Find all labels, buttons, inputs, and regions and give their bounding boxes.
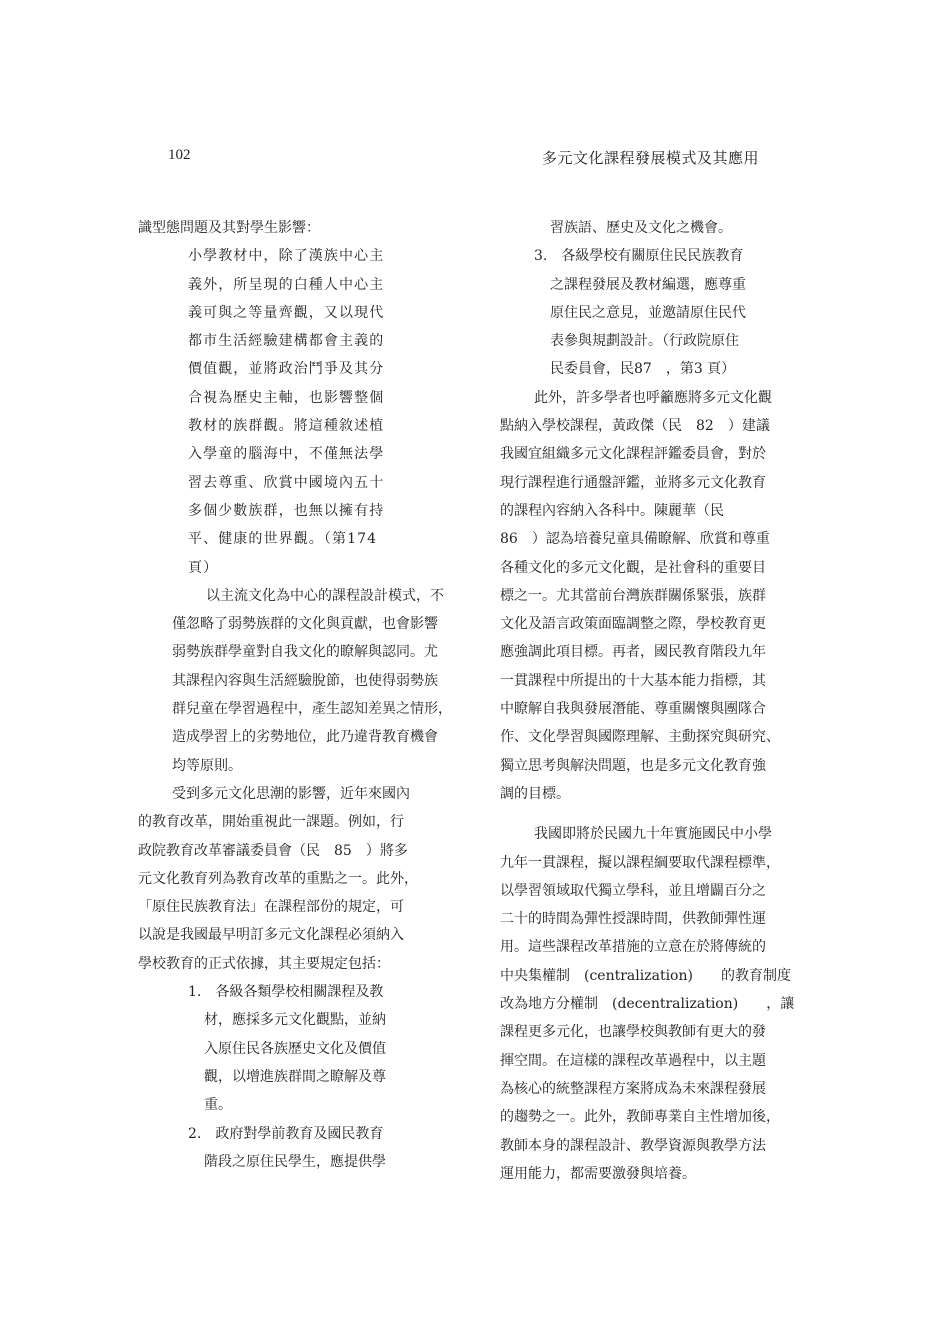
intro-line — [138, 214, 464, 242]
text-line: 重。 — [204, 1097, 232, 1114]
left-column — [138, 214, 464, 1176]
text-line: 1. 各級各類學校相關課程及教 — [188, 984, 384, 1001]
text-line: 3. 各級學校有關原住民民族教育 — [534, 248, 744, 265]
text-line: 一貫課程中所提出的十大基本能力指標，其 — [500, 672, 766, 689]
text-line: 之課程發展及教材編選，應尊重 — [550, 276, 746, 293]
right-column — [500, 214, 818, 1188]
paragraph — [500, 384, 818, 808]
text-line: 調的目標。 — [500, 785, 570, 802]
text-line: 原住民之意見，並邀請原住民代 — [550, 304, 746, 321]
text-line: 以主流文化為中心的課程設計模式，不 — [206, 587, 444, 604]
text-line: 多個少數族群，也無以擁有持 — [188, 502, 385, 519]
text-line: 觀，以增進族群間之瞭解及尊 — [204, 1068, 386, 1085]
paragraph — [138, 582, 464, 780]
text-line: 均等原則。 — [172, 757, 242, 774]
text-line: 頁） — [188, 559, 219, 576]
text-line: 入學童的腦海中，不僅無法學 — [188, 446, 385, 463]
text-line: 僅忽略了弱勢族群的文化與貢獻，也會影響 — [172, 616, 438, 633]
text-line: 政院教育改革審議委員會（民 85 ）將多 — [138, 842, 408, 859]
running-title: 多元文化課程發展模式及其應用 — [542, 149, 760, 167]
text-line: 識型態問題及其對學生影響： — [138, 220, 320, 236]
text-line: 此外，許多學者也呼籲應將多元文化觀 — [534, 389, 772, 406]
text-line: 中瞭解自我與發展潛能、尊重關懷與團隊合 — [500, 701, 766, 718]
text-line: 我國即將於民國九十年實施國民中小學 — [534, 826, 772, 843]
list-item-continuation — [500, 214, 818, 242]
text-line: 價值觀，並將政治鬥爭及其分 — [188, 361, 385, 378]
list-item — [138, 978, 464, 1119]
text-line: 作、文化學習與國際理解、主動探究與研究、 — [500, 729, 780, 746]
block-quote — [138, 242, 464, 582]
text-line: 小學教材中，除了漢族中心主 — [188, 248, 385, 265]
text-line: 以學習領域取代獨立學科，並且增闢百分之 — [500, 882, 766, 899]
text-line: 改為地方分權制 (decentralization) ，讓 — [500, 996, 795, 1013]
text-line: 民委員會，民87 ，第3 頁） — [550, 361, 736, 378]
text-line: 學校教育的正式依據，其主要規定包括： — [138, 955, 390, 972]
text-line: 表參與規劃設計。（行政院原住 — [550, 333, 739, 350]
text-line: 材，應採多元文化觀點，並納 — [204, 1012, 386, 1029]
text-line: 義可與之等量齊觀，又以現代 — [188, 304, 385, 321]
text-line: 的課程內容納入各科中。陳麗華（民 — [500, 502, 724, 519]
text-line: 86 ）認為培養兒童具備瞭解、欣賞和尊重 — [500, 531, 770, 548]
text-line: 標之一。尤其當前台灣族群關係緊張，族群 — [500, 587, 766, 604]
text-line: 以說是我國最早明訂多元文化課程必須納入 — [138, 927, 404, 944]
text-line: 教師本身的課程設計、教學資源與教學方法 — [500, 1137, 766, 1154]
text-line: 元文化教育列為教育改革的重點之一。此外， — [138, 870, 418, 887]
text-line: 受到多元文化思潮的影響，近年來國內 — [172, 785, 410, 802]
text-line: 的趨勢之一。此外，教師專業自主性增加後， — [500, 1109, 780, 1126]
page-number: 102 — [168, 147, 191, 163]
text-line: 我國宜組織多元文化課程評鑑委員會，對於 — [500, 446, 766, 463]
text-line: 文化及語言政策面臨調整之際，學校教育更 — [500, 616, 766, 633]
text-line: 其課程內容與生活經驗脫節，也使得弱勢族 — [172, 672, 438, 689]
text-line: 二十的時間為彈性授課時間，供教師彈性運 — [500, 911, 766, 928]
text-line: 為核心的統整課程方案將成為未來課程發展 — [500, 1080, 766, 1097]
text-line: 合視為歷史主軸，也影響整個 — [188, 389, 385, 406]
text-line: 的教育改革，開始重視此一課題。例如，行 — [138, 814, 404, 831]
text-line: 入原住民各族歷史文化及價值 — [204, 1040, 386, 1057]
text-line: 階段之原住民學生，應提供學 — [204, 1153, 386, 1170]
list-item — [138, 1120, 464, 1177]
text-line: 用。這些課程改革措施的立意在於將傳統的 — [500, 939, 766, 956]
text-line: 都市生活經驗建構都會主義的 — [188, 333, 385, 350]
text-line: 中央集權制 (centralization) 的教育制度 — [500, 967, 791, 984]
text-line: 課程更多元化，也讓學校與教師有更大的發 — [500, 1024, 766, 1041]
text-line: 群兒童在學習過程中，產生認知差異之情形， — [172, 701, 452, 718]
text-line: 義外，所呈現的白種人中心主 — [188, 276, 385, 293]
list-item — [500, 242, 818, 383]
text-line: 習去尊重、欣賞中國境內五十 — [188, 474, 385, 491]
text-line: 揮空間。在這樣的課程改革過程中，以主題 — [500, 1052, 766, 1069]
text-line: 弱勢族群學童對自我文化的瞭解與認同。尤 — [172, 644, 438, 661]
text-line: 造成學習上的劣勢地位，此乃違背教育機會 — [172, 729, 438, 746]
text-line: 2. 政府對學前教育及國民教育 — [188, 1125, 384, 1142]
text-line: 習族語、歷史及文化之機會。 — [550, 220, 732, 236]
text-line: 獨立思考與解決問題，也是多元文化教育強 — [500, 757, 766, 774]
text-line: 運用能力，都需要激發與培養。 — [500, 1165, 696, 1182]
text-line: 現行課程進行通盤評鑑，並將多元文化教育 — [500, 474, 766, 491]
text-line: 教材的族群觀。將這種敘述植 — [188, 418, 385, 435]
text-line: 平、健康的世界觀。（第174 — [188, 531, 378, 548]
text-line: 各種文化的多元文化觀，是社會科的重要目 — [500, 559, 766, 576]
text-line: 「原住民族教育法」在課程部份的規定，可 — [138, 899, 404, 916]
paragraph — [500, 820, 818, 1188]
text-line: 點納入學校課程，黃政傑（民 82 ）建議 — [500, 418, 770, 435]
text-line: 應強調此項目標。再者，國民教育階段九年 — [500, 644, 766, 661]
text-line: 九年一貫課程，擬以課程綱要取代課程標準， — [500, 854, 780, 871]
paragraph — [138, 780, 464, 978]
